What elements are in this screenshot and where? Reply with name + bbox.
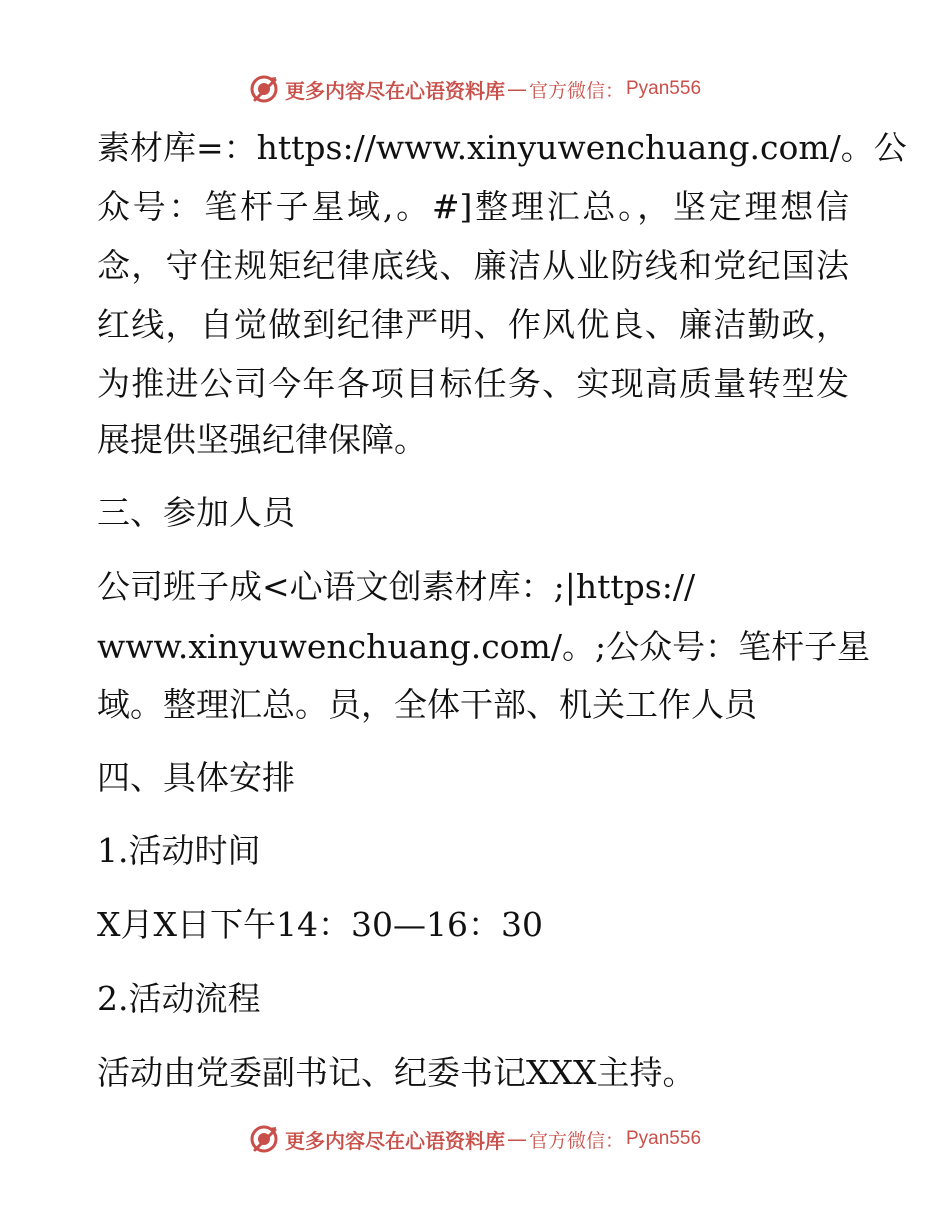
body-line-3: 念，守住规矩纪律底线、廉洁从业防线和党纪国法 bbox=[97, 246, 849, 285]
body-line-2: 众号：笔杆子星域,。#]整理汇总。，坚定理想信 bbox=[97, 187, 849, 226]
activity-time-value: X月X日下午14：30—16：30 bbox=[97, 905, 543, 944]
banner-title: 更多内容尽在心语资料库 bbox=[284, 78, 505, 103]
subheading-activity-process: 2.活动流程 bbox=[97, 979, 261, 1018]
banner-wechat-id: Pyan556 bbox=[626, 78, 702, 99]
participants-line-1: 公司班子成<心语文创素材库：;|https:// bbox=[97, 567, 696, 606]
header-banner bbox=[0, 71, 950, 107]
participants-line-3: 域。整理汇总。员，全体干部、机关工作人员 bbox=[97, 685, 757, 724]
banner-separator: — bbox=[506, 77, 527, 101]
section-heading-arrangement: 四、具体安排 bbox=[97, 758, 295, 797]
banner-wechat-label: 官方微信： bbox=[528, 1129, 624, 1152]
participants-line-2: www.xinyuwenchuang.com/。;公众号：笔杆子星 bbox=[97, 627, 871, 666]
activity-process-text: 活动由党委副书记、纪委书记XXX主持。 bbox=[97, 1053, 696, 1092]
body-line-5: 为推进公司今年各项目标任务、实现高质量转型发 bbox=[97, 364, 849, 403]
banner-wechat-label: 官方微信： bbox=[528, 79, 624, 102]
body-line-1: 素材库=：https://www.xinyuwenchuang.com/。公 bbox=[97, 128, 907, 167]
subheading-activity-time: 1.活动时间 bbox=[97, 831, 261, 870]
banner-wechat-id: Pyan556 bbox=[626, 1128, 702, 1149]
banner-title: 更多内容尽在心语资料库 bbox=[284, 1128, 505, 1153]
body-line-4: 红线，自觉做到纪律严明、作风优良、廉洁勤政， bbox=[97, 305, 849, 344]
section-heading-participants: 三、参加人员 bbox=[97, 493, 295, 532]
footer-banner bbox=[0, 1121, 950, 1157]
pen-logo-icon bbox=[249, 74, 279, 104]
pen-logo-icon bbox=[249, 1124, 279, 1154]
body-line-6: 展提供坚强纪律保障。 bbox=[97, 420, 427, 459]
banner-separator: — bbox=[506, 1127, 527, 1151]
